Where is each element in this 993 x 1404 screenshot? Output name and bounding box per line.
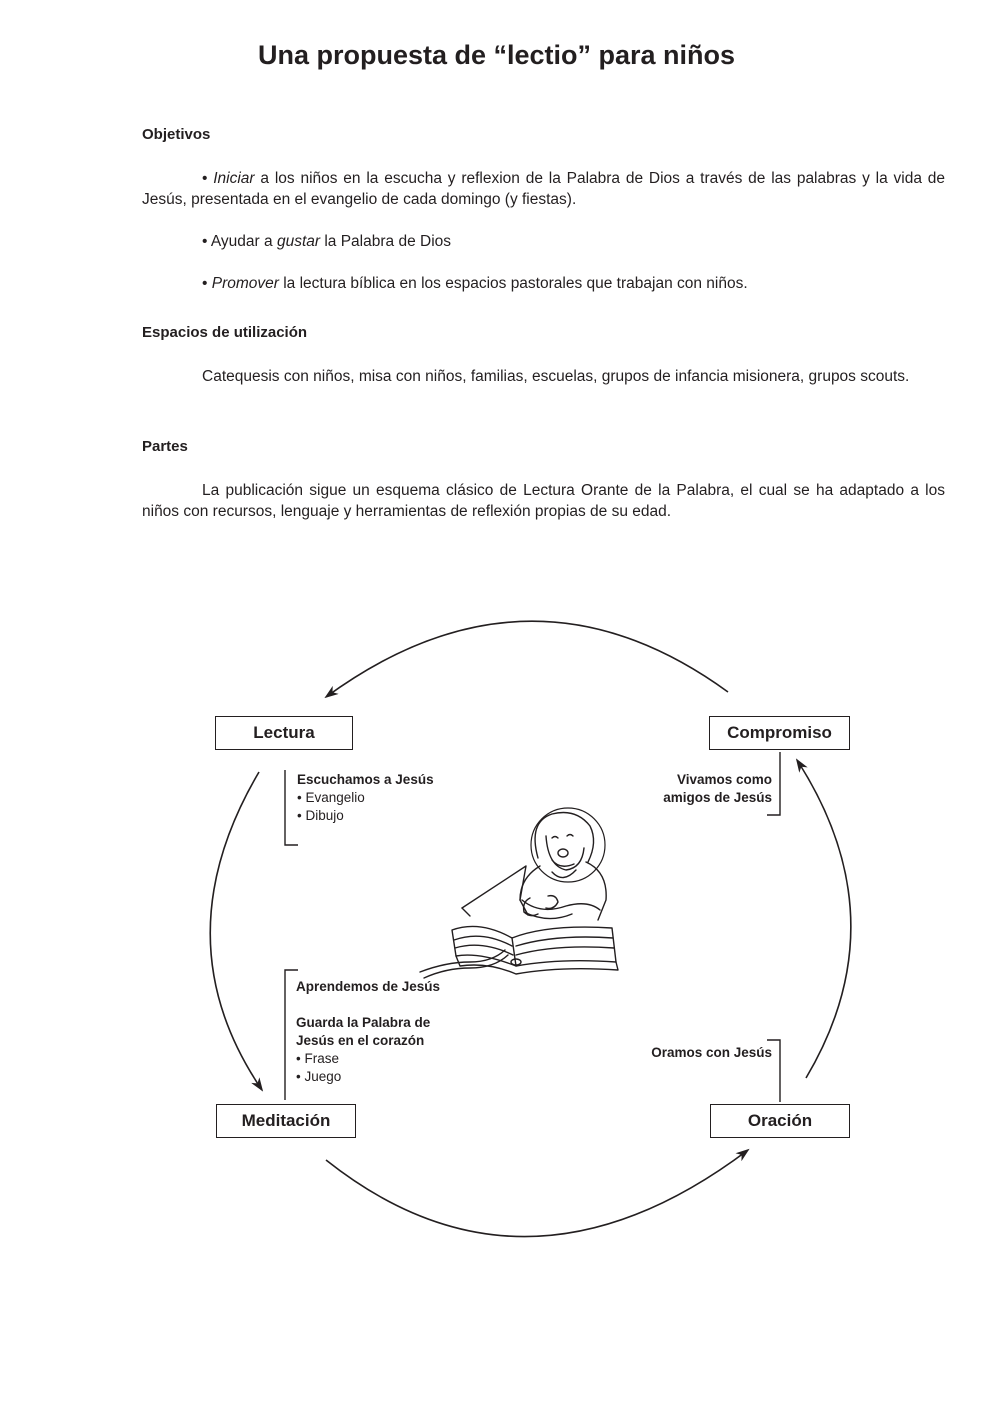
objetivo-2-prefix: • Ayudar a bbox=[202, 233, 277, 250]
objetivo-3-prefix: • bbox=[202, 275, 212, 292]
meditacion-note-sub-1: Guarda la Palabra de bbox=[296, 1015, 431, 1030]
oracion-note bbox=[600, 1044, 772, 1062]
objetivo-2-text: la Palabra de Dios bbox=[320, 233, 452, 250]
meditacion-note bbox=[296, 978, 440, 1086]
oracion-box: Oración bbox=[710, 1104, 850, 1138]
arrow-lectura-to-meditacion bbox=[210, 772, 262, 1090]
espacios-heading: Espacios de utilización bbox=[142, 324, 308, 341]
objetivo-1-text: a los niños en la escucha y reflexion de la Palabra de Dios a través de las palabras y la vida de Jesús, presentada en el evangelio de cada domingo (y fiestas). bbox=[142, 170, 945, 208]
meditacion-note-item: • Frase bbox=[296, 1051, 339, 1066]
lectura-note-item: • Evangelio bbox=[297, 790, 365, 805]
meditacion-note-title: Aprendemos de Jesús bbox=[296, 979, 441, 994]
compromiso-note-line-1: Vivamos como bbox=[676, 772, 772, 787]
meditacion-box: Meditación bbox=[216, 1104, 356, 1138]
partes-text: La publicación sigue un esquema clásico de Lectura Orante de la Palabra, el cual se ha adaptado a los niños con recursos, lenguaje y herramientas de reflexión propias de su edad. bbox=[142, 482, 945, 520]
compromiso-note bbox=[600, 771, 772, 807]
partes-heading: Partes bbox=[142, 438, 188, 455]
objetivo-3-text: la lectura bíblica en los espacios pastorales que trabajan con niños. bbox=[278, 275, 748, 292]
meditacion-note-item: • Juego bbox=[296, 1069, 342, 1084]
objetivo-2-emphasis: gustar bbox=[276, 233, 321, 250]
objetivo-1-emphasis: Iniciar bbox=[213, 170, 255, 187]
page-title: Una propuesta de “lectio” para niños bbox=[257, 40, 736, 70]
arrow-compromiso-to-lectura bbox=[326, 621, 728, 697]
lectura-note-item: • Dibujo bbox=[297, 808, 344, 823]
compromiso-box: Compromiso bbox=[709, 716, 850, 750]
arrow-meditacion-to-oracion bbox=[326, 1150, 748, 1237]
lectura-note bbox=[297, 771, 434, 825]
lectura-note-title: Escuchamos a Jesús bbox=[297, 772, 434, 787]
arrow-oracion-to-compromiso bbox=[797, 760, 851, 1078]
meditacion-note-sub-2: Jesús en el corazón bbox=[296, 1033, 425, 1048]
oracion-note-title: Oramos con Jesús bbox=[651, 1045, 772, 1060]
objetivo-3-emphasis: Promover bbox=[211, 275, 279, 292]
lectura-box: Lectura bbox=[215, 716, 353, 750]
objetivo-1-prefix: • bbox=[202, 170, 214, 187]
compromiso-note-line-2: amigos de Jesús bbox=[663, 790, 772, 805]
jesus-reading-book-drawing bbox=[420, 808, 618, 978]
objetivos-heading: Objetivos bbox=[142, 126, 211, 143]
espacios-text: Catequesis con niños, misa con niños, familias, escuelas, grupos de infancia misionera, grupos scouts. bbox=[202, 368, 910, 385]
